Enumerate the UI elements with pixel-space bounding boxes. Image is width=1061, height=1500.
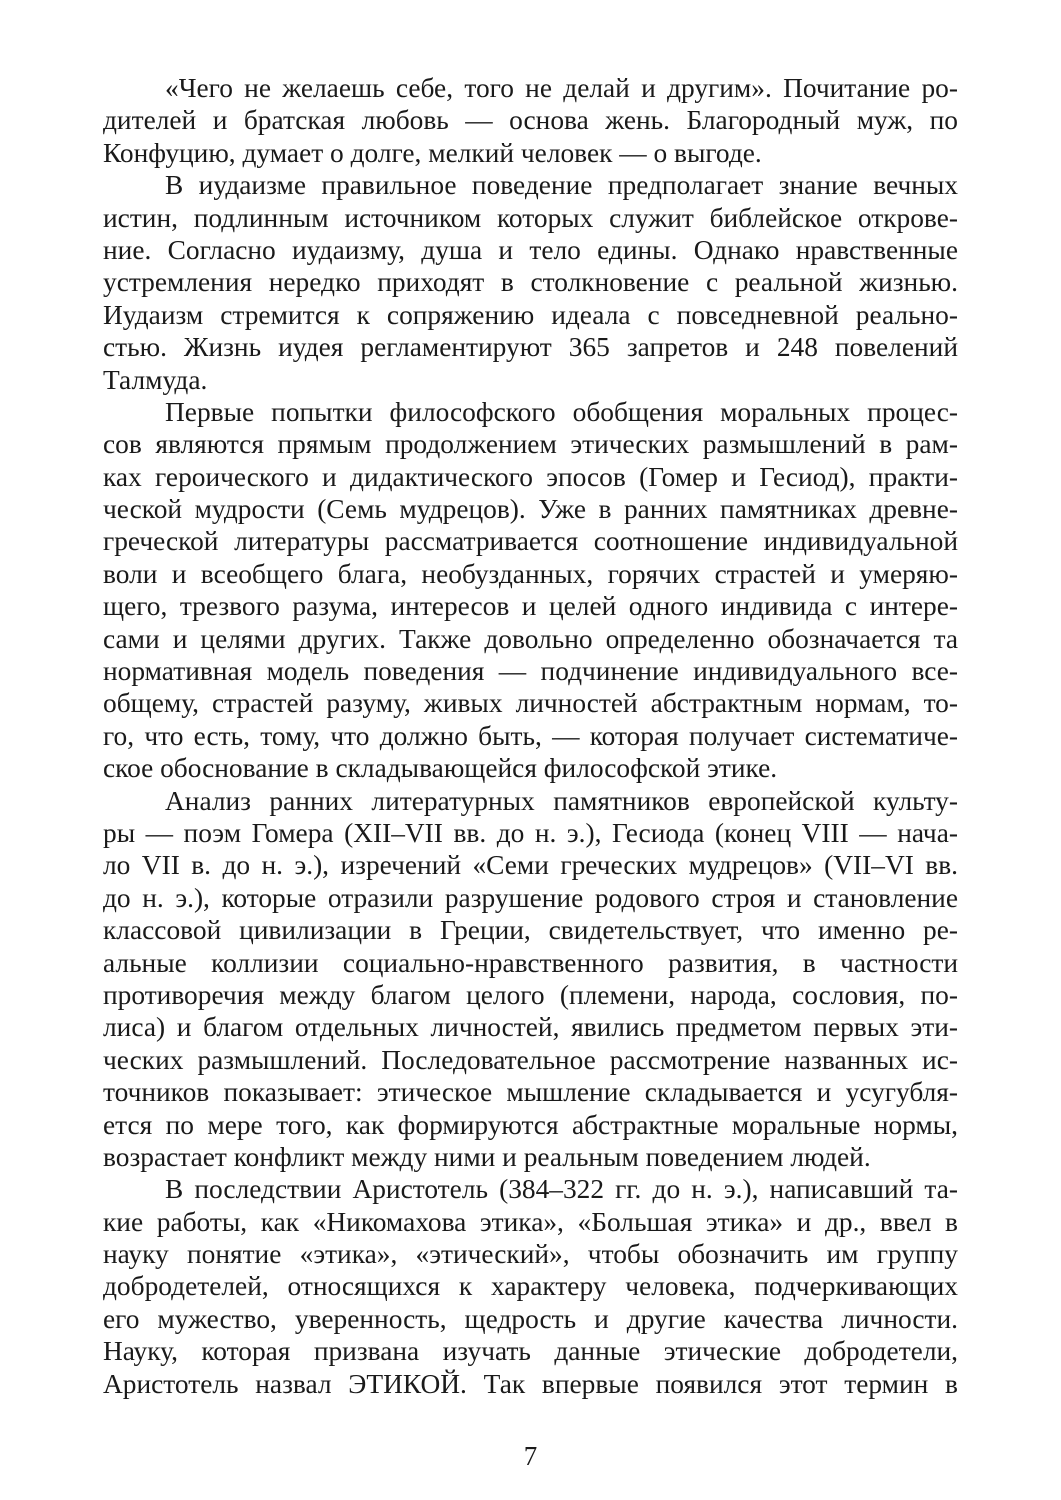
paragraph-2 — [103, 169, 958, 396]
text-line: до н. э.), которые отразили разрушение родового строя и становление — [103, 882, 958, 913]
text-line: стью. Жизнь иудея регламентируют 365 запретов и 248 повелений — [103, 332, 958, 363]
text-line: щего, трезвого разума, интересов и целей одного индивида с интере- — [103, 591, 958, 622]
text-line: общему, страстей разуму, живых личностей абстрактным нормам, то- — [103, 688, 958, 719]
text-line: ло VII в. до н. э.), изречений «Семи греческих мудрецов» (VII–VI вв. — [103, 850, 958, 881]
text-line: греческой литературы рассматривается соотношение индивидуальной — [103, 526, 958, 557]
text-line: классовой цивилизации в Греции, свидетельствует, что именно ре- — [103, 915, 958, 946]
text-line: Конфуцию, думает о долге, мелкий человек — о выгоде. — [103, 137, 762, 168]
text-line: сами и целями других. Также довольно определенно обозначается та — [103, 623, 958, 654]
text-line: Талмуда. — [103, 364, 208, 395]
text-line: дителей и братская любовь — основа жень. Благородный муж, по — [103, 105, 958, 136]
text-line: лиса) и благом отдельных личностей, явились предметом первых эти- — [103, 1012, 958, 1043]
page-body — [103, 72, 958, 1400]
text-line: ческой мудрости (Семь мудрецов). Уже в ранних памятниках древне- — [103, 494, 958, 525]
text-line: истин, подлинным источником которых служит библейское открове- — [103, 202, 958, 233]
text-line: воли и всеобщего блага, необузданных, горячих страстей и умеряю- — [103, 558, 958, 589]
text-line: альные коллизии социально-нравственного развития, в частности — [103, 947, 958, 978]
text-line: Науку, которая призвана изучать данные этические добродетели, — [103, 1336, 958, 1367]
text-line: ется по мере того, как формируются абстрактные моральные нормы, — [103, 1109, 958, 1140]
text-line: го, что есть, тому, что должно быть, — которая получает систематиче- — [103, 720, 958, 751]
paragraph-3 — [103, 396, 958, 785]
text-line: точников показывает: этическое мышление складывается и усугубля- — [103, 1077, 958, 1108]
page-number: 7 — [523, 1441, 538, 1471]
text-line: сов являются прямым продолжением этических размышлений в рам- — [103, 429, 958, 460]
text-line: В последствии Аристотель (384–322 гг. до н. э.), написавший та- — [165, 1174, 958, 1205]
text-line: противоречия между благом целого (племени, народа, сословия, по- — [103, 979, 958, 1010]
text-line: Первые попытки философского обобщения моральных процес- — [165, 396, 958, 427]
text-line: В иудаизме правильное поведение предполагает знание вечных — [165, 170, 958, 201]
text-line: ках героического и дидактического эпосов (Гомер и Гесиод), практи- — [103, 461, 958, 492]
text-line: ское обоснование в складывающейся философской этике. — [103, 753, 778, 784]
text-line: добродетелей, относящихся к характеру человека, подчеркивающих — [103, 1271, 958, 1302]
text-line: возрастает конфликт между ними и реальным поведением людей. — [103, 1141, 871, 1172]
text-line: Анализ ранних литературных памятников европейской культу- — [165, 785, 958, 816]
text-line: ры — поэм Гомера (XII–VII вв. до н. э.), Гесиода (конец VIII — нача- — [103, 817, 958, 848]
text-line: кие работы, как «Никомахова этика», «Большая этика» и др., ввел в — [103, 1206, 958, 1237]
paragraph-4 — [103, 785, 958, 1174]
paragraph-5 — [103, 1173, 958, 1400]
paragraph-1 — [103, 72, 958, 169]
text-line: «Чего не желаешь себе, того не делай и другим». Почитание ро- — [165, 73, 958, 103]
text-line: науку понятие «этика», «этический», чтобы обозначить им группу — [103, 1239, 958, 1270]
text-line: Аристотель назвал ЭТИКОЙ. Так впервые появился этот термин в — [103, 1368, 958, 1399]
text-line: нормативная модель поведения — подчинение индивидуального все- — [103, 656, 958, 687]
text-line: Иудаизм стремится к сопряжению идеала с повседневной реально- — [103, 299, 958, 330]
text-line: устремления нередко приходят в столкновение с реальной жизнью. — [103, 267, 958, 298]
text-line: ческих размышлений. Последовательное рассмотрение названных ис- — [103, 1044, 958, 1075]
text-line: его мужество, уверенность, щедрость и другие качества личности. — [103, 1303, 958, 1334]
text-line: ние. Согласно иудаизму, душа и тело едины. Однако нравственные — [103, 234, 958, 265]
